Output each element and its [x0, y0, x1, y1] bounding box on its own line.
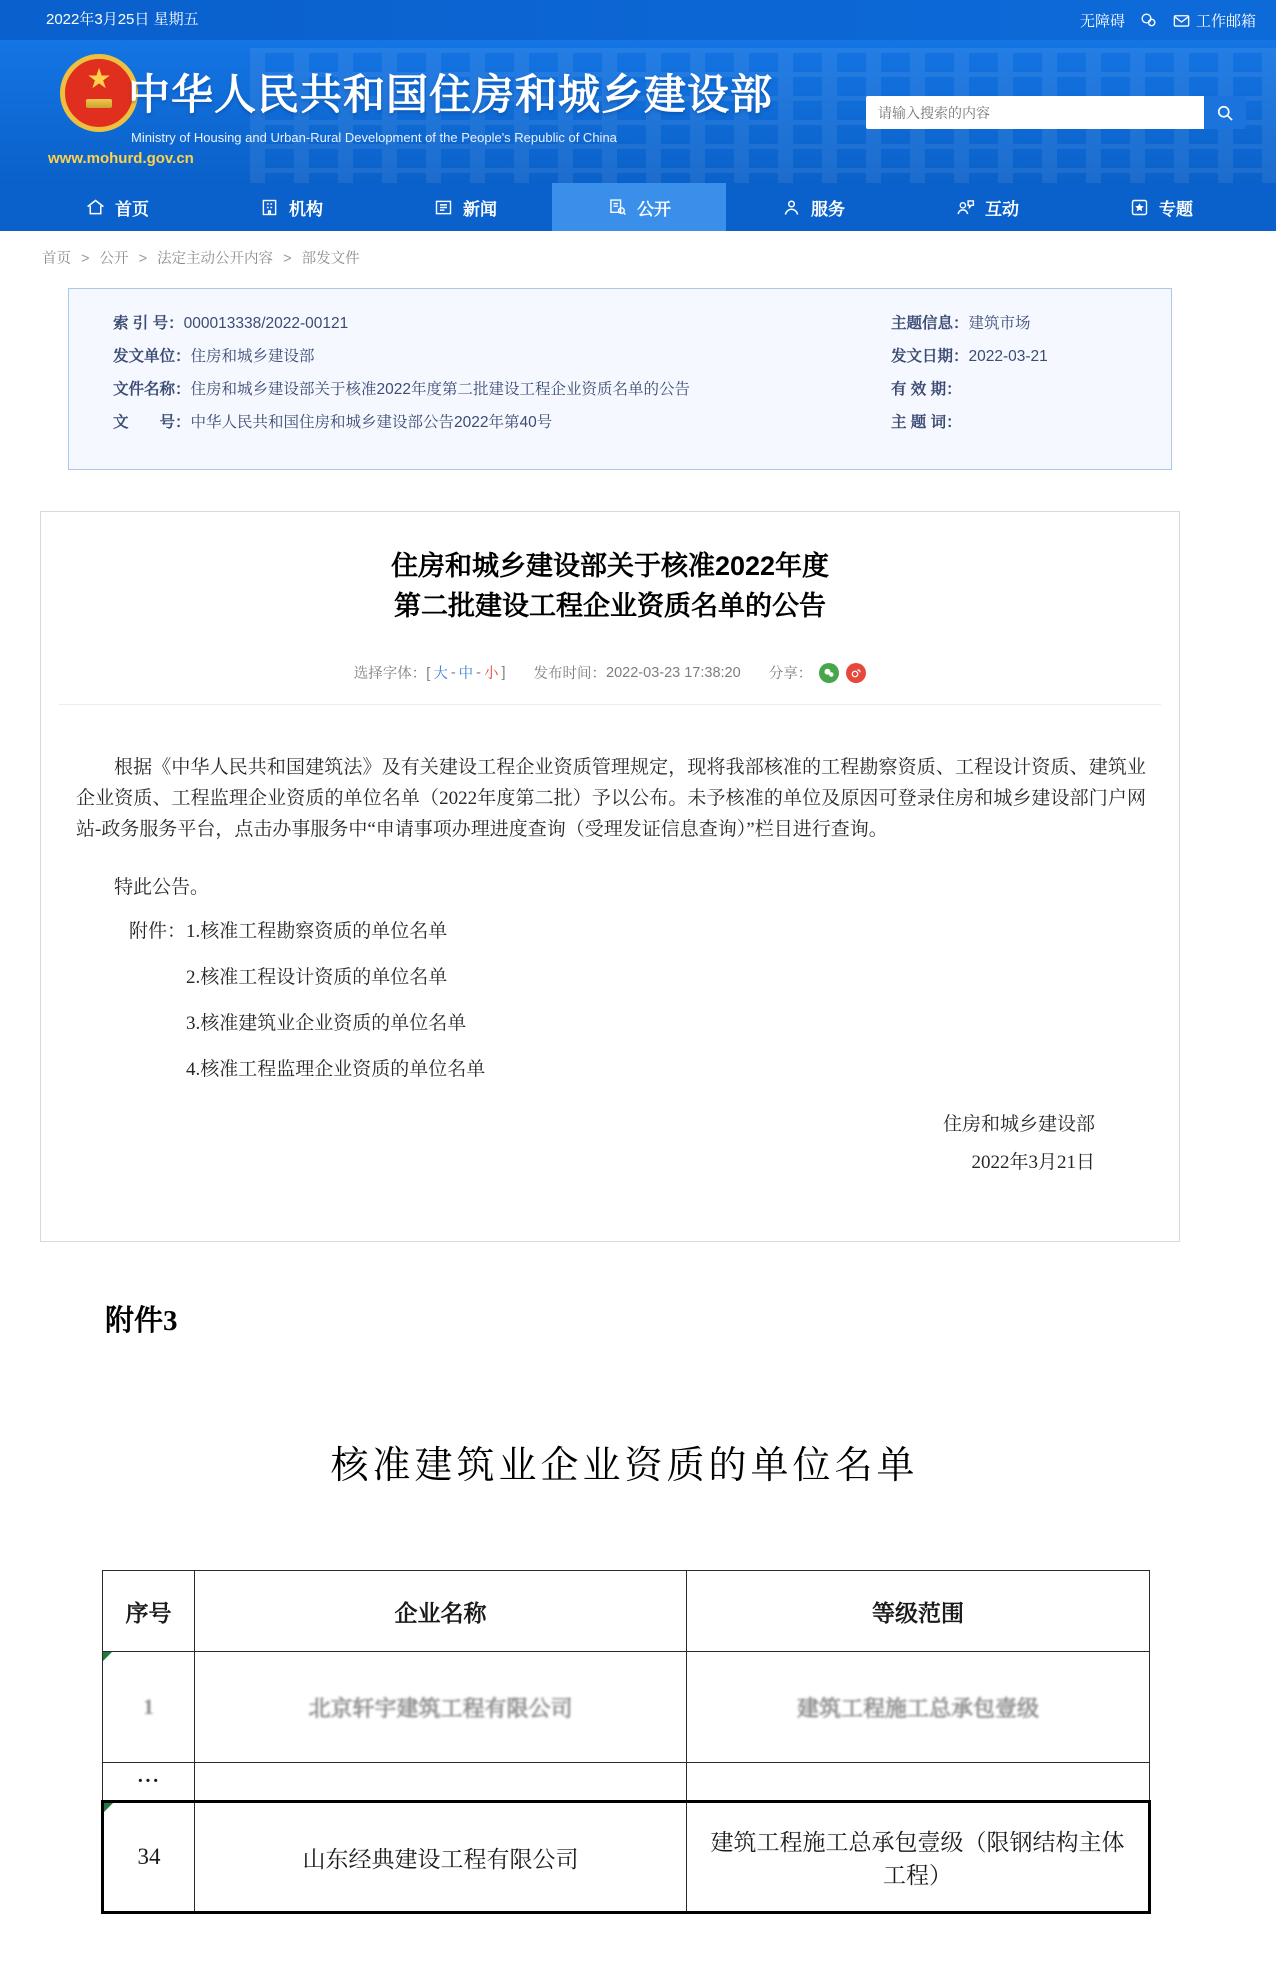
- wechat-icon[interactable]: [1139, 11, 1158, 30]
- article-title-line1: 住房和城乡建设部关于核准2022年度: [390, 551, 830, 581]
- special-icon: [1129, 197, 1150, 218]
- meta-index-number: 索 引 号：000013338/2022-00121: [113, 315, 349, 332]
- attachment-item: 1.核准工程勘察资质的单位名单: [186, 921, 448, 942]
- nav-item-services[interactable]: [726, 183, 900, 231]
- current-date: 2022年3月25日 星期五: [46, 11, 199, 28]
- publish-time-value: 2022-03-23 17:38:20: [606, 664, 741, 681]
- toolbar-divider: [59, 704, 1161, 705]
- publish-time-label: 发布时间：: [533, 666, 607, 682]
- share-weibo-button[interactable]: [846, 663, 866, 683]
- nav-label: 专题: [1159, 199, 1193, 219]
- table-ellipsis-row: [103, 1763, 1150, 1802]
- article-title: [41, 546, 1179, 626]
- site-header: [0, 40, 1276, 183]
- approved-enterprises-table: [101, 1570, 1151, 1914]
- work-mailbox-link[interactable]: [1172, 10, 1256, 31]
- search-input[interactable]: [866, 96, 1204, 129]
- mail-icon: [1172, 11, 1191, 30]
- attachment-list: [76, 916, 1146, 1085]
- news-icon: [433, 197, 454, 218]
- nav-label: 互动: [985, 199, 1019, 219]
- nav-label: 公开: [637, 199, 671, 219]
- breadcrumb-disclosure[interactable]: 公开: [99, 251, 129, 267]
- home-icon: [85, 197, 106, 218]
- nav-label: 服务: [811, 199, 845, 219]
- meta-value: 2022-03-21: [968, 348, 1048, 365]
- main-nav: [0, 183, 1276, 231]
- weibo-share-icon: [850, 667, 862, 679]
- table-row-highlighted: [103, 1802, 1150, 1913]
- meta-value: 住房和城乡建设部关于核准2022年度第二批建设工程企业资质名单的公告: [190, 381, 690, 398]
- cell-serial-number: 1: [103, 1652, 195, 1763]
- article-body: [76, 752, 1146, 1100]
- font-chooser-label: 选择字体：[: [353, 666, 431, 682]
- interact-icon: [955, 197, 976, 218]
- font-size-separator: -: [450, 664, 456, 681]
- article-toolbar: [41, 662, 1179, 683]
- meta-value: 建筑市场: [968, 315, 1031, 332]
- cell-ellipsis: ···: [103, 1763, 195, 1802]
- cell-grade-scope: 建筑工程施工总承包壹级: [687, 1652, 1150, 1763]
- nav-label: 首页: [115, 199, 149, 219]
- meta-value: 住房和城乡建设部: [190, 348, 315, 365]
- table-header-row: [103, 1571, 1150, 1652]
- meta-subject-info: 主题信息：建筑市场: [891, 315, 1031, 332]
- site-search: [866, 96, 1246, 129]
- attachments-label: 附件：: [129, 921, 187, 942]
- accessibility-link[interactable]: [1080, 10, 1125, 31]
- cell-grade-scope: 建筑工程施工总承包壹级（限钢结构主体工程）: [687, 1802, 1150, 1913]
- search-icon: [1215, 103, 1235, 123]
- font-chooser-bracket: ]: [501, 664, 506, 681]
- breadcrumb-separator: >: [81, 251, 90, 267]
- cell-grade-scope: [687, 1763, 1150, 1802]
- header-serial-number: 序号: [103, 1571, 195, 1652]
- signature-organization: 住房和城乡建设部: [942, 1114, 1095, 1135]
- cell-enterprise-name: 北京轩宇建筑工程有限公司: [195, 1652, 687, 1763]
- font-size-separator: -: [476, 664, 482, 681]
- nav-item-disclosure[interactable]: [552, 183, 726, 231]
- disclosure-icon: [607, 197, 628, 218]
- header-grade-scope: 等级范围: [687, 1571, 1150, 1652]
- share-wechat-button[interactable]: [819, 663, 839, 683]
- table-row: [103, 1652, 1150, 1763]
- meta-document-number: 文 号：中华人民共和国住房和城乡建设部公告2022年第40号: [113, 414, 553, 431]
- nav-item-interaction[interactable]: [900, 183, 1074, 231]
- article-title-line2: 第二批建设工程企业资质名单的公告: [394, 591, 826, 621]
- national-emblem-logo: [60, 54, 138, 132]
- org-icon: [259, 197, 280, 218]
- site-title: 中华人民共和国住房和城乡建设部: [128, 71, 774, 118]
- nav-item-special-topics[interactable]: [1074, 183, 1248, 231]
- nav-item-news[interactable]: [378, 183, 552, 231]
- nav-label: 新闻: [463, 199, 497, 219]
- gate-icon: [86, 99, 112, 108]
- service-icon: [781, 197, 802, 218]
- cell-enterprise-name: 山东经典建设工程有限公司: [195, 1802, 687, 1913]
- nav-item-home[interactable]: [30, 183, 204, 231]
- font-size-small-button[interactable]: 小: [484, 666, 499, 682]
- cell-enterprise-name: [195, 1763, 687, 1802]
- site-subtitle-english: Ministry of Housing and Urban-Rural Development of the People's Republic of China: [131, 130, 617, 145]
- meta-issuing-unit: 发文单位：住房和城乡建设部: [113, 348, 315, 365]
- search-button[interactable]: [1204, 96, 1246, 129]
- breadcrumb-separator: >: [283, 251, 292, 267]
- work-mailbox-label: 工作邮箱: [1195, 12, 1256, 30]
- meta-validity: 有 效 期：: [891, 381, 962, 398]
- breadcrumb-current: 部发文件: [301, 251, 360, 267]
- header-enterprise-name: 企业名称: [195, 1571, 687, 1652]
- breadcrumb-statutory-content[interactable]: 法定主动公开内容: [157, 251, 274, 267]
- meta-document-name: 文件名称：住房和城乡建设部关于核准2022年度第二批建设工程企业资质名单的公告: [113, 381, 690, 398]
- attachment-line-1: [76, 916, 1146, 947]
- article-paragraph: 根据《中华人民共和国建筑法》及有关建设工程企业资质管理规定，现将我部核准的工程勘察资质、工程设计资质、建筑业企业资质、工程监理企业资质的单位名单（2022年度第二批）予以公布。未予核准的单位及原因可登录住房和城乡建设部门户网站-政务服务平台，点击办事服务中“申请事项办理进度查询（受理发证信息查询）”栏目进行查询。: [76, 757, 1146, 840]
- article-closing: 特此公告。: [114, 877, 210, 898]
- wechat-share-icon: [823, 667, 835, 679]
- share-label: 分享：: [768, 666, 813, 682]
- signature-date: 2022年3月21日: [971, 1152, 1095, 1173]
- nav-item-organization[interactable]: [204, 183, 378, 231]
- breadcrumb-home[interactable]: 首页: [42, 251, 71, 267]
- top-bar: [0, 0, 1276, 40]
- attachment-line-4: 4.核准工程监理企业资质的单位名单: [186, 1059, 486, 1080]
- top-bar-links: [1080, 0, 1256, 40]
- breadcrumb: [42, 247, 366, 268]
- meta-value: 000013338/2022-00121: [183, 315, 349, 332]
- appendix-label: 附件3: [105, 1305, 178, 1337]
- cell-serial-number: 34: [103, 1802, 195, 1913]
- document-metadata-box: [68, 288, 1172, 470]
- font-size-medium-button[interactable]: 中: [458, 666, 474, 682]
- meta-value: 中华人民共和国住房和城乡建设部公告2022年第40号: [190, 414, 553, 431]
- attachment-line-2: 2.核准工程设计资质的单位名单: [186, 967, 448, 988]
- accessibility-label: 无障碍: [1079, 12, 1125, 30]
- attachment-line-3: 3.核准建筑业企业资质的单位名单: [186, 1013, 467, 1034]
- appendix-table-title: 核准建筑业企业资质的单位名单: [330, 1445, 919, 1487]
- font-size-large-button[interactable]: 大: [433, 666, 448, 682]
- meta-issue-date: 发文日期：2022-03-21: [891, 348, 1048, 365]
- nav-label: 机构: [289, 199, 323, 219]
- article-container: [40, 511, 1180, 1242]
- breadcrumb-separator: >: [138, 251, 148, 267]
- site-url: www.mohurd.gov.cn: [48, 150, 194, 167]
- meta-keywords: 主 题 词：: [891, 414, 962, 431]
- star-icon: ★: [86, 63, 112, 94]
